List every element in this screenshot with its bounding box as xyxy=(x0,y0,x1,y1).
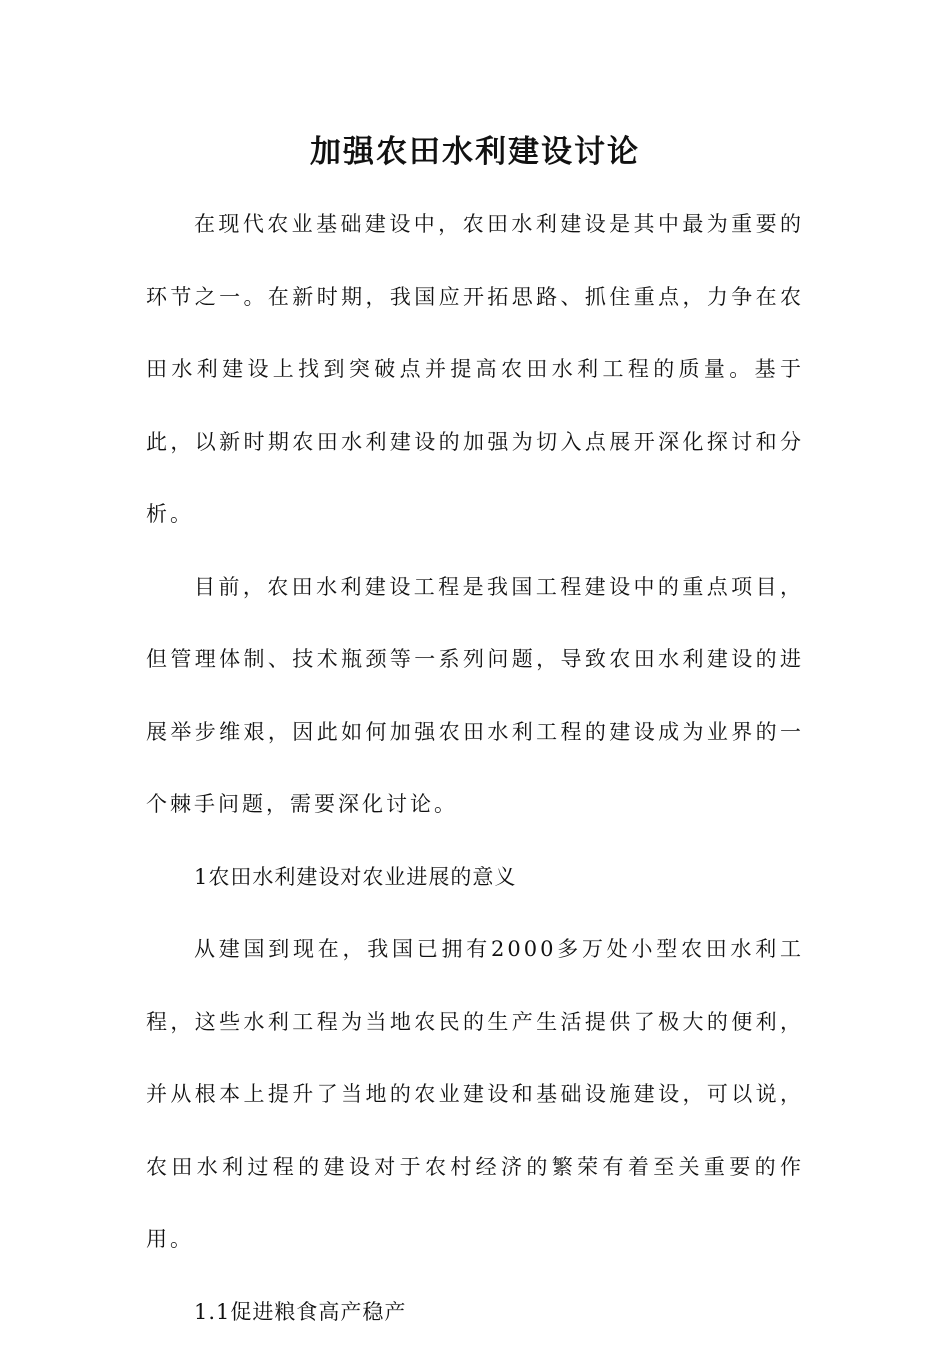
intro-paragraph-1: 在现代农业基础建设中，农田水利建设是其中最为重要的环节之一。在新时期，我国应开拓思路、抓住重点，力争在农田水利建设上找到突破点并提高农田水利工程的质量。基于此，以新时期农田水利建设的加强为切入点展开深化探讨和分析。 xyxy=(146,188,804,551)
section-1-paragraph: 从建国到现在，我国已拥有2000多万处小型农田水利工程，这些水利工程为当地农民的生产生活提供了极大的便利，并从根本上提升了当地的农业建设和基础设施建设，可以说，农田水利过程的建设对于农村经济的繁荣有着至关重要的作用。 xyxy=(146,913,804,1276)
subsection-heading-1-1: 1.1促进粮食高产稳产 xyxy=(146,1276,804,1348)
section-heading-1: 1农田水利建设对农业进展的意义 xyxy=(146,841,804,914)
document-body xyxy=(146,188,804,1348)
document-title: 加强农田水利建设讨论 xyxy=(0,130,950,174)
intro-paragraph-2: 目前，农田水利建设工程是我国工程建设中的重点项目，但管理体制、技术瓶颈等一系列问题，导致农田水利建设的进展举步维艰，因此如何加强农田水利工程的建设成为业界的一个棘手问题，需要深化讨论。 xyxy=(146,551,804,841)
